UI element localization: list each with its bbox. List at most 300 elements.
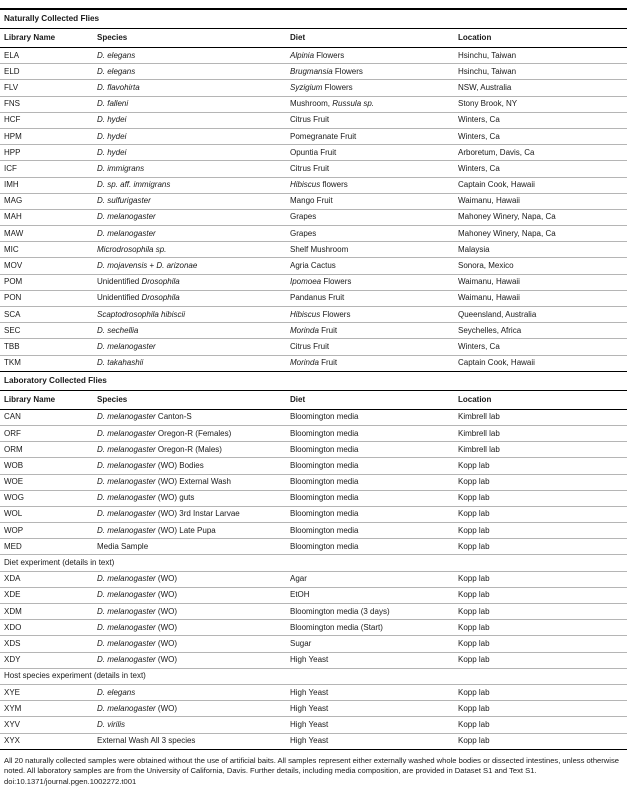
cell-diet-text: Pandanus Fruit: [290, 293, 345, 303]
top-rule: [0, 0, 627, 9]
table-row: [0, 323, 627, 339]
cell-diet: [286, 64, 454, 80]
cell-library-name: XYX: [0, 733, 93, 749]
cell-location: Captain Cook, Hawaii: [454, 177, 627, 193]
cell-diet-text: Bloomington media: [290, 412, 359, 422]
cell-location: Kimbrell lab: [454, 409, 627, 425]
cell-species: [93, 112, 286, 128]
table-row: [0, 523, 627, 539]
cell-diet-text: Bloomington media (Start): [290, 622, 383, 632]
cell-location: NSW, Australia: [454, 80, 627, 96]
cell-species: [93, 458, 286, 474]
section-title-lab: [0, 371, 627, 390]
cell-species-text: D. melanogaster: [97, 703, 156, 713]
cell-location: Hsinchu, Taiwan: [454, 64, 627, 80]
cell-library-name: MIC: [0, 242, 93, 258]
cell-diet-text: Fruit: [318, 325, 338, 335]
cell-species: [93, 355, 286, 371]
cell-location: Kopp lab: [454, 684, 627, 700]
table-row: [0, 636, 627, 652]
cell-species: [93, 177, 286, 193]
header-species: Species: [93, 390, 286, 409]
cell-location: Kopp lab: [454, 733, 627, 749]
cell-library-name: HPP: [0, 145, 93, 161]
cell-species-text: Unidentified: [97, 293, 142, 303]
cell-library-name: SCA: [0, 307, 93, 323]
cell-diet-text: Flowers: [321, 277, 352, 287]
table-row: [0, 177, 627, 193]
cell-library-name: XYV: [0, 717, 93, 733]
cell-diet: [286, 733, 454, 749]
cell-location: Malaysia: [454, 242, 627, 258]
cell-diet: [286, 323, 454, 339]
cell-location: Seychelles, Africa: [454, 323, 627, 339]
cell-diet-text: Citrus Fruit: [290, 341, 330, 351]
table-row: [0, 733, 627, 749]
cell-species-text: D. melanogaster: [97, 460, 156, 470]
cell-library-name: WOP: [0, 523, 93, 539]
cell-species-text: D. melanogaster: [97, 655, 156, 665]
cell-diet-text: Bloomington media (3 days): [290, 606, 390, 616]
cell-diet: [286, 80, 454, 96]
cell-species: [93, 620, 286, 636]
cell-species-text: (WO): [155, 606, 178, 616]
cell-library-name: TKM: [0, 355, 93, 371]
table-row: [0, 193, 627, 209]
table-row: [0, 474, 627, 490]
cell-species-text: D. immigrans: [97, 163, 145, 173]
cell-species-text: D. melanogaster: [97, 228, 156, 238]
cell-species: [93, 587, 286, 603]
cell-library-name: CAN: [0, 409, 93, 425]
cell-location: Hsinchu, Taiwan: [454, 48, 627, 64]
cell-species: [93, 226, 286, 242]
cell-species-text: Canton-S: [155, 412, 192, 422]
cell-diet: [286, 112, 454, 128]
cell-species-text: D. melanogaster: [97, 428, 156, 438]
table-row: [0, 490, 627, 506]
cell-diet: [286, 425, 454, 441]
cell-diet: [286, 539, 454, 555]
cell-diet: [286, 242, 454, 258]
cell-location: Kopp lab: [454, 474, 627, 490]
cell-species-text: D. sechellia: [97, 325, 139, 335]
cell-location: Winters, Ca: [454, 161, 627, 177]
cell-species-text: (WO): [155, 590, 178, 600]
cell-diet-text: Flowers: [320, 309, 351, 319]
cell-diet: [286, 209, 454, 225]
cell-species-text: D. mojavensis: [97, 261, 148, 271]
table-row: [0, 128, 627, 144]
cell-diet-text: EtOH: [290, 590, 310, 600]
cell-species-text: Unidentified: [97, 277, 142, 287]
cell-species-text: Drosophila: [141, 293, 180, 303]
cell-species-text: D. melanogaster: [97, 212, 156, 222]
table-row: [0, 506, 627, 522]
cell-library-name: MAH: [0, 209, 93, 225]
cell-location: Kopp lab: [454, 506, 627, 522]
table-row: [0, 587, 627, 603]
header-library-name: Library Name: [0, 29, 93, 48]
table-row: [0, 226, 627, 242]
cell-location: Winters, Ca: [454, 339, 627, 355]
cell-diet-text: Bloomington media: [290, 509, 359, 519]
table-row: [0, 96, 627, 112]
cell-species-text: D. melanogaster: [97, 638, 156, 648]
cell-diet: [286, 474, 454, 490]
cell-species-text: D. hydei: [97, 147, 127, 157]
cell-species-text: D. sulfurigaster: [97, 196, 151, 206]
cell-species-text: D. melanogaster: [97, 341, 156, 351]
cell-diet: [286, 177, 454, 193]
cell-diet-text: Bloomington media: [290, 493, 359, 503]
cell-species-text: Drosophila: [141, 277, 180, 287]
cell-species-text: Media Sample: [97, 541, 149, 551]
cell-diet: [286, 490, 454, 506]
cell-diet-text: Citrus Fruit: [290, 163, 330, 173]
cell-diet-text: Flowers: [314, 50, 345, 60]
cell-library-name: XYE: [0, 684, 93, 700]
cell-species-text: Microdrosophila sp.: [97, 244, 167, 254]
cell-species-text: D. melanogaster: [97, 590, 156, 600]
table-row: [0, 458, 627, 474]
cell-location: Kopp lab: [454, 490, 627, 506]
cell-library-name: MED: [0, 539, 93, 555]
cell-library-name: ELD: [0, 64, 93, 80]
cell-species: [93, 209, 286, 225]
cell-diet: [286, 290, 454, 306]
table-row: [0, 717, 627, 733]
cell-diet-text: Ipomoea: [290, 277, 322, 287]
cell-library-name: MOV: [0, 258, 93, 274]
table-row: [0, 290, 627, 306]
cell-diet: [286, 226, 454, 242]
cell-species: [93, 258, 286, 274]
cell-species: [93, 733, 286, 749]
cell-library-name: XDO: [0, 620, 93, 636]
cell-diet-text: Mushroom,: [290, 99, 333, 109]
cell-diet-text: High Yeast: [290, 703, 329, 713]
cell-species-text: D. elegans: [97, 66, 136, 76]
cell-species: [93, 242, 286, 258]
cell-library-name: FNS: [0, 96, 93, 112]
cell-location: Winters, Ca: [454, 112, 627, 128]
cell-diet-text: Agria Cactus: [290, 261, 336, 271]
subsection-title-diet: [0, 555, 627, 571]
cell-library-name: FLV: [0, 80, 93, 96]
cell-species: [93, 80, 286, 96]
cell-diet-text: Brugmansia: [290, 66, 333, 76]
table-row: [0, 258, 627, 274]
table-row: [0, 161, 627, 177]
cell-diet: [286, 258, 454, 274]
cell-diet: [286, 604, 454, 620]
cell-species-text: (WO): [155, 574, 178, 584]
cell-diet: [286, 458, 454, 474]
cell-diet-text: High Yeast: [290, 687, 329, 697]
cell-location: Kopp lab: [454, 636, 627, 652]
cell-diet: [286, 339, 454, 355]
column-header-row: [0, 390, 627, 409]
cell-species-text: D. melanogaster: [97, 574, 156, 584]
cell-species: [93, 48, 286, 64]
table-row: [0, 339, 627, 355]
cell-species: [93, 409, 286, 425]
cell-species-text: (WO): [155, 622, 178, 632]
cell-species-text: D. hydei: [97, 131, 127, 141]
cell-location: Mahoney Winery, Napa, Ca: [454, 209, 627, 225]
cell-species: [93, 684, 286, 700]
section-title-natural: [0, 10, 627, 29]
table-row: [0, 571, 627, 587]
cell-diet: [286, 161, 454, 177]
cell-diet-text: Grapes: [290, 212, 317, 222]
cell-library-name: WOE: [0, 474, 93, 490]
cell-location: Kopp lab: [454, 571, 627, 587]
table-row: [0, 242, 627, 258]
cell-library-name: POM: [0, 274, 93, 290]
table-row: [0, 539, 627, 555]
cell-species-text: D. hydei: [97, 115, 127, 125]
table-row: [0, 684, 627, 700]
table-row: [0, 145, 627, 161]
cell-location: Kimbrell lab: [454, 425, 627, 441]
cell-species: [93, 290, 286, 306]
cell-diet-text: Bloomington media: [290, 444, 359, 454]
cell-diet: [286, 48, 454, 64]
cell-diet: [286, 409, 454, 425]
header-library-name: Library Name: [0, 390, 93, 409]
table-row: [0, 64, 627, 80]
cell-diet: [286, 128, 454, 144]
cell-diet: [286, 307, 454, 323]
cell-diet: [286, 701, 454, 717]
cell-species: [93, 490, 286, 506]
cell-diet-text: Grapes: [290, 228, 317, 238]
cell-location: Kopp lab: [454, 539, 627, 555]
cell-diet: [286, 193, 454, 209]
cell-species-text: D. flavohirta: [97, 82, 140, 92]
cell-species: [93, 64, 286, 80]
table-row: [0, 48, 627, 64]
cell-location: Kopp lab: [454, 587, 627, 603]
cell-species: [93, 442, 286, 458]
cell-diet-text: Shelf Mushroom: [290, 244, 349, 254]
cell-diet-text: Pomegranate Fruit: [290, 131, 357, 141]
cell-diet-text: High Yeast: [290, 719, 329, 729]
cell-location: Mahoney Winery, Napa, Ca: [454, 226, 627, 242]
cell-species: [93, 96, 286, 112]
subsection-title-host: [0, 668, 627, 684]
table-row: [0, 355, 627, 371]
cell-species-text: (WO) 3rd Instar Larvae: [155, 509, 240, 519]
cell-species-text: D. melanogaster: [97, 412, 156, 422]
cell-library-name: XYM: [0, 701, 93, 717]
cell-species-text: D. arizonae: [156, 261, 198, 271]
table-row: [0, 274, 627, 290]
cell-diet: [286, 442, 454, 458]
cell-diet: [286, 587, 454, 603]
column-header-row: [0, 29, 627, 48]
cell-species: [93, 717, 286, 733]
cell-diet-text: Sugar: [290, 638, 312, 648]
cell-diet: [286, 274, 454, 290]
cell-library-name: MAW: [0, 226, 93, 242]
cell-species-text: D. melanogaster: [97, 493, 156, 503]
cell-library-name: XDS: [0, 636, 93, 652]
cell-species-text: D. falleni: [97, 99, 129, 109]
table-body: [0, 10, 627, 750]
cell-location: Kopp lab: [454, 620, 627, 636]
cell-library-name: XDM: [0, 604, 93, 620]
cell-location: Kopp lab: [454, 717, 627, 733]
cell-library-name: MAG: [0, 193, 93, 209]
header-species: Species: [93, 29, 286, 48]
header-diet: Diet: [286, 390, 454, 409]
cell-location: Waimanu, Hawaii: [454, 193, 627, 209]
header-diet: Diet: [286, 29, 454, 48]
table-row: [0, 652, 627, 668]
table-row: [0, 701, 627, 717]
cell-location: Kimbrell lab: [454, 442, 627, 458]
cell-diet-text: Bloomington media: [290, 525, 359, 535]
cell-location: Kopp lab: [454, 701, 627, 717]
cell-library-name: ORF: [0, 425, 93, 441]
cell-diet-text: Bloomington media: [290, 428, 359, 438]
cell-diet-text: Hibiscus: [290, 309, 321, 319]
cell-species: [93, 604, 286, 620]
cell-species-text: +: [147, 261, 157, 271]
cell-location: Sonora, Mexico: [454, 258, 627, 274]
cell-diet-text: Syzigium: [290, 82, 323, 92]
cell-species-text: Oregon-R (Females): [155, 428, 232, 438]
cell-species: [93, 193, 286, 209]
cell-species: [93, 145, 286, 161]
cell-diet: [286, 506, 454, 522]
cell-location: Waimanu, Hawaii: [454, 290, 627, 306]
subsection-title: Host species experiment (details in text): [0, 668, 627, 684]
cell-species: [93, 307, 286, 323]
cell-diet: [286, 636, 454, 652]
cell-diet: [286, 620, 454, 636]
cell-diet: [286, 355, 454, 371]
cell-diet-text: Morinda: [290, 325, 319, 335]
cell-diet: [286, 571, 454, 587]
cell-location: Kopp lab: [454, 604, 627, 620]
cell-species-text: D. takahashii: [97, 358, 144, 368]
cell-diet-text: Russula sp.: [332, 99, 375, 109]
cell-species-text: (WO): [155, 703, 178, 713]
cell-diet: [286, 717, 454, 733]
cell-diet-text: Flowers: [332, 66, 363, 76]
cell-species: [93, 539, 286, 555]
table-row: [0, 604, 627, 620]
cell-library-name: ICF: [0, 161, 93, 177]
cell-diet: [286, 684, 454, 700]
cell-library-name: WOB: [0, 458, 93, 474]
cell-species-text: Oregon-R (Males): [155, 444, 222, 454]
cell-library-name: TBB: [0, 339, 93, 355]
cell-location: Kopp lab: [454, 458, 627, 474]
cell-species-text: D. melanogaster: [97, 622, 156, 632]
cell-species-text: (WO): [155, 638, 178, 648]
cell-species-text: Scaptodrosophila hibiscii: [97, 309, 186, 319]
cell-diet-text: Bloomington media: [290, 460, 359, 470]
cell-diet-text: Alpinia: [290, 50, 315, 60]
cell-diet-text: Agar: [290, 574, 307, 584]
table-row: [0, 620, 627, 636]
cell-diet-text: Bloomington media: [290, 541, 359, 551]
cell-species-text: D. sp. aff. immigrans: [97, 180, 171, 190]
cell-library-name: PON: [0, 290, 93, 306]
table-row: [0, 209, 627, 225]
cell-species-text: (WO): [155, 655, 178, 665]
cell-species-text: D. elegans: [97, 687, 136, 697]
subsection-title: Diet experiment (details in text): [0, 555, 627, 571]
cell-location: Queensland, Australia: [454, 307, 627, 323]
cell-library-name: XDA: [0, 571, 93, 587]
table-row: [0, 80, 627, 96]
cell-location: Waimanu, Hawaii: [454, 274, 627, 290]
cell-library-name: IMH: [0, 177, 93, 193]
cell-library-name: ORM: [0, 442, 93, 458]
cell-diet: [286, 652, 454, 668]
cell-location: Kopp lab: [454, 523, 627, 539]
cell-diet-text: Citrus Fruit: [290, 115, 330, 125]
cell-diet-text: High Yeast: [290, 736, 329, 746]
cell-location: Stony Brook, NY: [454, 96, 627, 112]
cell-species-text: D. melanogaster: [97, 444, 156, 454]
cell-library-name: ELA: [0, 48, 93, 64]
cell-species: [93, 636, 286, 652]
cell-library-name: HPM: [0, 128, 93, 144]
cell-location: Arboretum, Davis, Ca: [454, 145, 627, 161]
cell-species: [93, 701, 286, 717]
cell-species: [93, 339, 286, 355]
cell-diet: [286, 523, 454, 539]
header-location: Location: [454, 390, 627, 409]
cell-species: [93, 274, 286, 290]
cell-diet-text: Mango Fruit: [290, 196, 333, 206]
cell-species-text: D. melanogaster: [97, 525, 156, 535]
table-row: [0, 425, 627, 441]
table-row: [0, 442, 627, 458]
cell-species-text: D. melanogaster: [97, 606, 156, 616]
cell-species-text: (WO) Late Pupa: [155, 525, 216, 535]
cell-location: Captain Cook, Hawaii: [454, 355, 627, 371]
cell-species-text: D. melanogaster: [97, 477, 156, 487]
doi-text: doi:10.1371/journal.pgen.1002272.t001: [4, 776, 137, 786]
cell-species: [93, 474, 286, 490]
cell-library-name: WOG: [0, 490, 93, 506]
cell-species: [93, 506, 286, 522]
cell-diet-text: Flowers: [322, 82, 353, 92]
cell-species-text: D. virilis: [97, 719, 125, 729]
cell-species: [93, 161, 286, 177]
cell-diet: [286, 96, 454, 112]
cell-species-text: (WO) guts: [155, 493, 195, 503]
cell-diet-text: Fruit: [318, 358, 338, 368]
cell-species-text: (WO) External Wash: [155, 477, 231, 487]
cell-species-text: External Wash All 3 species: [97, 736, 196, 746]
cell-diet-text: Morinda: [290, 358, 319, 368]
cell-diet-text: Hibiscus: [290, 180, 321, 190]
table-row: [0, 409, 627, 425]
fly-library-table: [0, 9, 627, 750]
cell-library-name: SEC: [0, 323, 93, 339]
cell-species-text: D. elegans: [97, 50, 136, 60]
cell-species: [93, 652, 286, 668]
